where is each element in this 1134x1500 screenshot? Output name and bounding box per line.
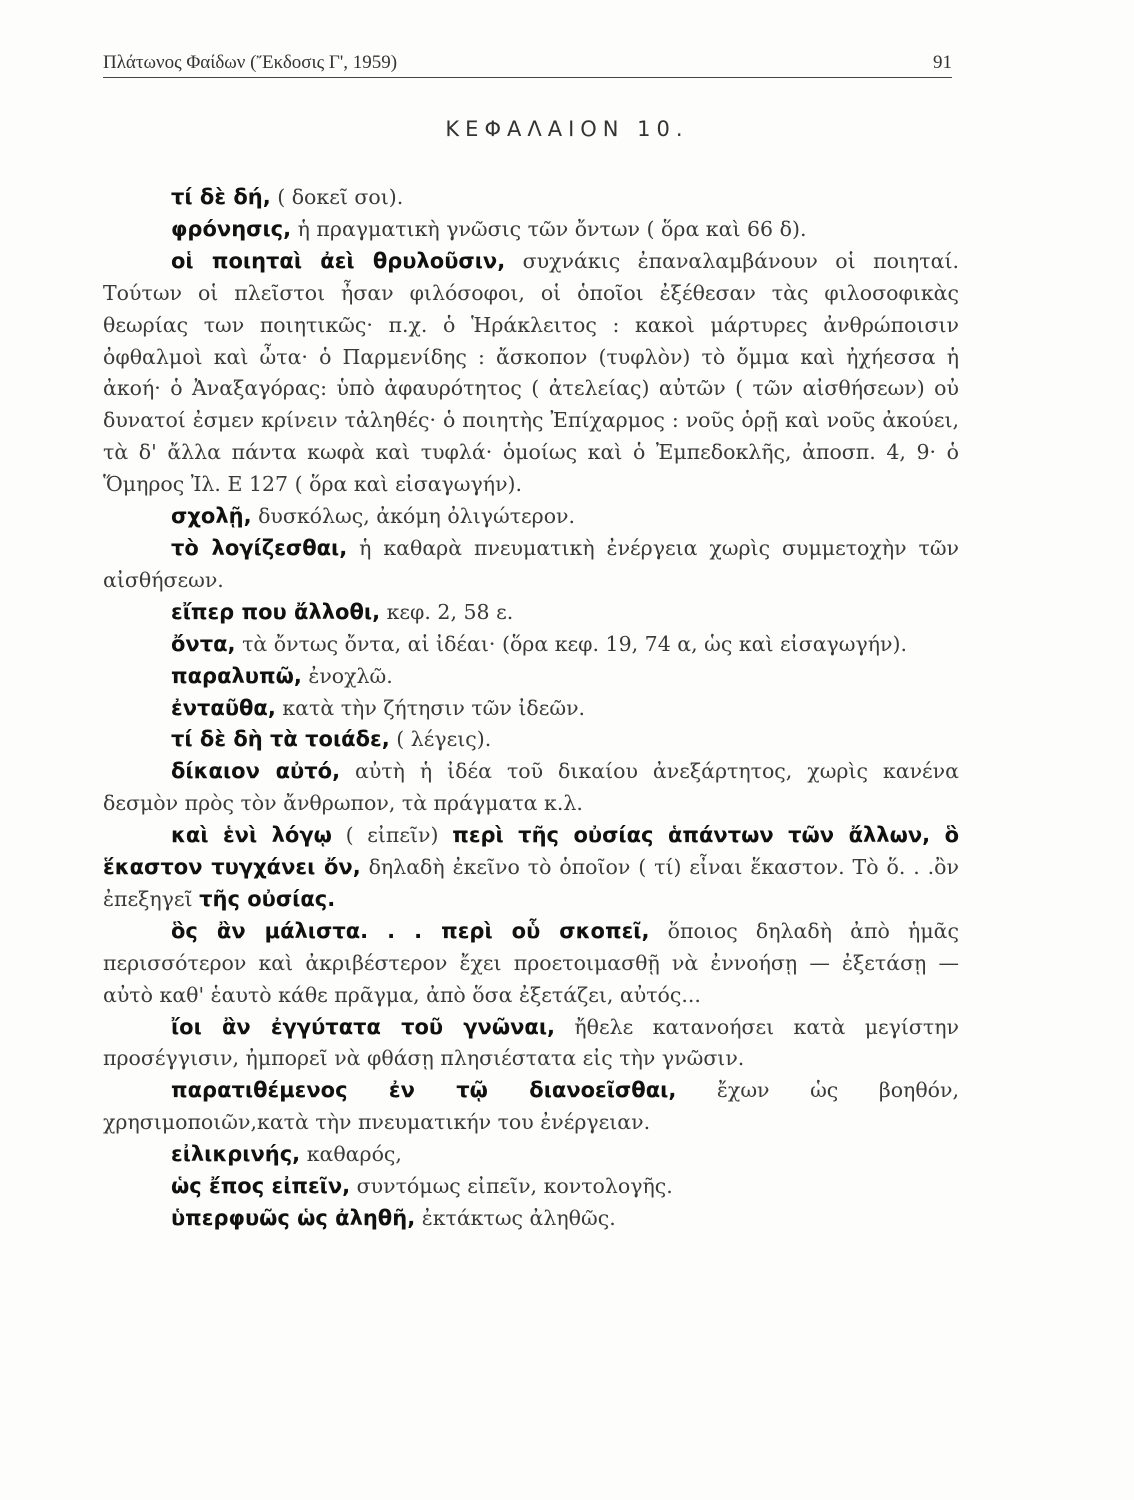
lemma: παραλυπῶ, bbox=[171, 663, 302, 688]
gloss-entry-compound bbox=[103, 916, 959, 1012]
gloss: καθαρός, bbox=[300, 1142, 402, 1167]
lemma: φρόνησις, bbox=[171, 216, 292, 241]
gloss-entry bbox=[103, 214, 959, 246]
page-number: 91 bbox=[933, 52, 952, 73]
lemma: ἐνταῦθα, bbox=[171, 695, 276, 720]
gloss: ( δοκεῖ σοι). bbox=[270, 185, 404, 209]
gloss-entry bbox=[103, 1012, 959, 1076]
gloss-entry bbox=[103, 756, 959, 820]
lemma: τῆς οὐσίας. bbox=[199, 886, 336, 911]
lemma: ἴοι ἂν ἐγγύτατα τοῦ γνῶναι, bbox=[171, 1014, 556, 1039]
running-header bbox=[103, 46, 952, 78]
gloss: ( εἰπεῖν) bbox=[331, 823, 453, 848]
lemma: ὡς ἔπος εἰπεῖν, bbox=[171, 1174, 351, 1199]
lemma: ὑπερφυῶς ὡς ἀληθῆ, bbox=[171, 1206, 416, 1230]
gloss: ἔχων ὡς βοηθόν, χρησιμοποιῶν,κατὰ τὴν πνευματικήν του ἐνέργειαν. bbox=[103, 1078, 959, 1135]
gloss: κεφ. 2, 58 ε. bbox=[380, 599, 514, 624]
gloss-entry bbox=[103, 629, 959, 661]
gloss: ( λέγεις). bbox=[389, 727, 492, 752]
gloss-entry bbox=[103, 597, 959, 629]
gloss-entry bbox=[103, 246, 959, 501]
lemma: εἰλικρινής, bbox=[171, 1142, 301, 1167]
running-title: Πλάτωνος Φαίδων (Ἔκδοσις Γ', 1959) bbox=[103, 52, 398, 73]
gloss-entry bbox=[103, 693, 959, 725]
gloss-entry bbox=[103, 1203, 959, 1235]
lemma: τί δὲ δή, bbox=[171, 185, 271, 209]
gloss: δηλαδὴ ἐκεῖνο τὸ ὁποῖον ( τί) εἶναι ἕκαστον. Τὸ ὅ. . .ὂν ἐπεξηγεῖ bbox=[103, 855, 959, 911]
gloss-entry bbox=[103, 533, 959, 597]
gloss: κατὰ τὴν ζήτησιν τῶν ἰδεῶν. bbox=[275, 695, 586, 720]
gloss: ἡ πραγματικὴ γνῶσις τῶν ὄντων ( ὅρα καὶ 66 δ). bbox=[291, 216, 807, 241]
gloss: αὐτὴ ἡ ἰδέα τοῦ δικαίου ἀνεξάρτητος, χωρὶς κανένα δεσμὸν πρὸς τὸν ἄνθρωπον, τὰ πράγματα κ.λ. bbox=[103, 759, 959, 816]
lemma: σχολῇ, bbox=[171, 504, 252, 529]
lemma: οἱ ποιηταὶ ἀεὶ θρυλοῦσιν, bbox=[171, 248, 506, 273]
commentary-text bbox=[103, 182, 959, 1235]
lemma: τὸ λογίζεσθαι, bbox=[171, 535, 348, 560]
lemma: ὃς ἂν μάλιστα. . . περὶ οὗ σκοπεῖ, bbox=[171, 918, 650, 943]
gloss: τὰ ὄντως ὄντα, αἱ ἰδέαι· (ὅρα κεφ. 19, 74 α, ὡς καὶ εἰσαγωγήν). bbox=[235, 631, 908, 656]
lemma: τί δὲ δὴ τὰ τοιάδε, bbox=[171, 727, 390, 752]
gloss: συχνάκις ἐπαναλαμβάνουν οἱ ποιηταί. Τούτων οἱ πλεῖστοι ἦσαν φιλόσοφοι, οἱ ὁποῖοι ἐξέθεσαν τὰς φιλοσοφικὰς θεωρίας των ποιητικῶς· π.χ. ὁ Ἡράκλειτος : κακοὶ μάρτυρες ἀνθρώποισιν ὀφθαλμοὶ καὶ ὦτα· ὁ Παρμενίδης : ἄσκοπον (τυφλὸν) τὸ ὄμμα καὶ ἠχήεσσα ἡ ἀκοή· ὁ Ἀναξαγόρας: ὑπὸ ἀφαυρότητος ( ἀτελείας) αὐτῶν ( τῶν αἰσθήσεων) οὐ δυνατοί ἐσμεν κρίνειν τἀληθές· ὁ ποιητὴς Ἐπίχαρμος : νοῦς ὁρῇ καὶ νοῦς ἀκούει, τὰ δ' ἄλλα πάντα κωφὰ καὶ τυφλά· ὁμοίως καὶ ὁ Ἐμπεδοκλῆς, ἀποσπ. 4, 9· ὁ Ὅμηρος Ἰλ. Ε 127 ( ὅρα καὶ εἰσαγωγήν). bbox=[103, 248, 959, 497]
lemma: δίκαιον αὐτό, bbox=[171, 759, 341, 784]
gloss-entry bbox=[103, 182, 959, 214]
gloss-entry bbox=[103, 724, 959, 756]
lemma: εἴπερ που ἄλλοθι, bbox=[171, 599, 381, 624]
lemma: ὄντα, bbox=[171, 631, 236, 656]
lemma: καὶ ἑνὶ λόγῳ bbox=[171, 823, 332, 848]
gloss: ἡ καθαρὰ πνευματικὴ ἐνέργεια χωρὶς συμμετοχὴν τῶν αἰσθήσεων. bbox=[103, 535, 960, 592]
gloss-entry bbox=[103, 661, 959, 693]
gloss-entry bbox=[103, 1139, 959, 1171]
lemma: παρατιθέμενος ἐν τῷ διανοεῖσθαι, bbox=[171, 1078, 677, 1103]
gloss: δυσκόλως, ἀκόμη ὀλιγώτερον. bbox=[251, 504, 576, 529]
gloss-entry bbox=[103, 501, 959, 533]
gloss-entry bbox=[103, 1171, 959, 1203]
lemma: περὶ τῆς οὐσίας ἁπάντων τῶν ἄλλων, ὃ ἕκαστον τυγχάνει ὄν, bbox=[103, 823, 960, 880]
gloss-entry-compound bbox=[103, 820, 959, 916]
gloss: ὅποιος δηλαδὴ ἀπὸ ἡμᾶς περισσότερον καὶ ἀκριβέστερον ἔχει προετοιμασθῇ νὰ ἐννοήσῃ — ἐξετάσῃ — αὐτὸ καθ' ἑαυτὸ κάθε πρᾶγμα, ἀπὸ ὅσα ἐξετάζει, αὐτός... bbox=[103, 918, 959, 1007]
gloss-entry bbox=[103, 1075, 959, 1139]
gloss: ἐκτάκτως ἀληθῶς. bbox=[415, 1206, 616, 1230]
chapter-title: ΚΕΦΑΛΑΙΟΝ 10. bbox=[445, 117, 689, 141]
gloss: ἤθελε κατανοήσει κατὰ μεγίστην προσέγγισιν, ἠμπορεῖ νὰ φθάσῃ πλησιέστατα εἰς τὴν γνῶσιν. bbox=[103, 1014, 960, 1071]
gloss: ἐνοχλῶ. bbox=[301, 663, 393, 688]
gloss: συντόμως εἰπεῖν, κοντολογῆς. bbox=[350, 1174, 673, 1199]
